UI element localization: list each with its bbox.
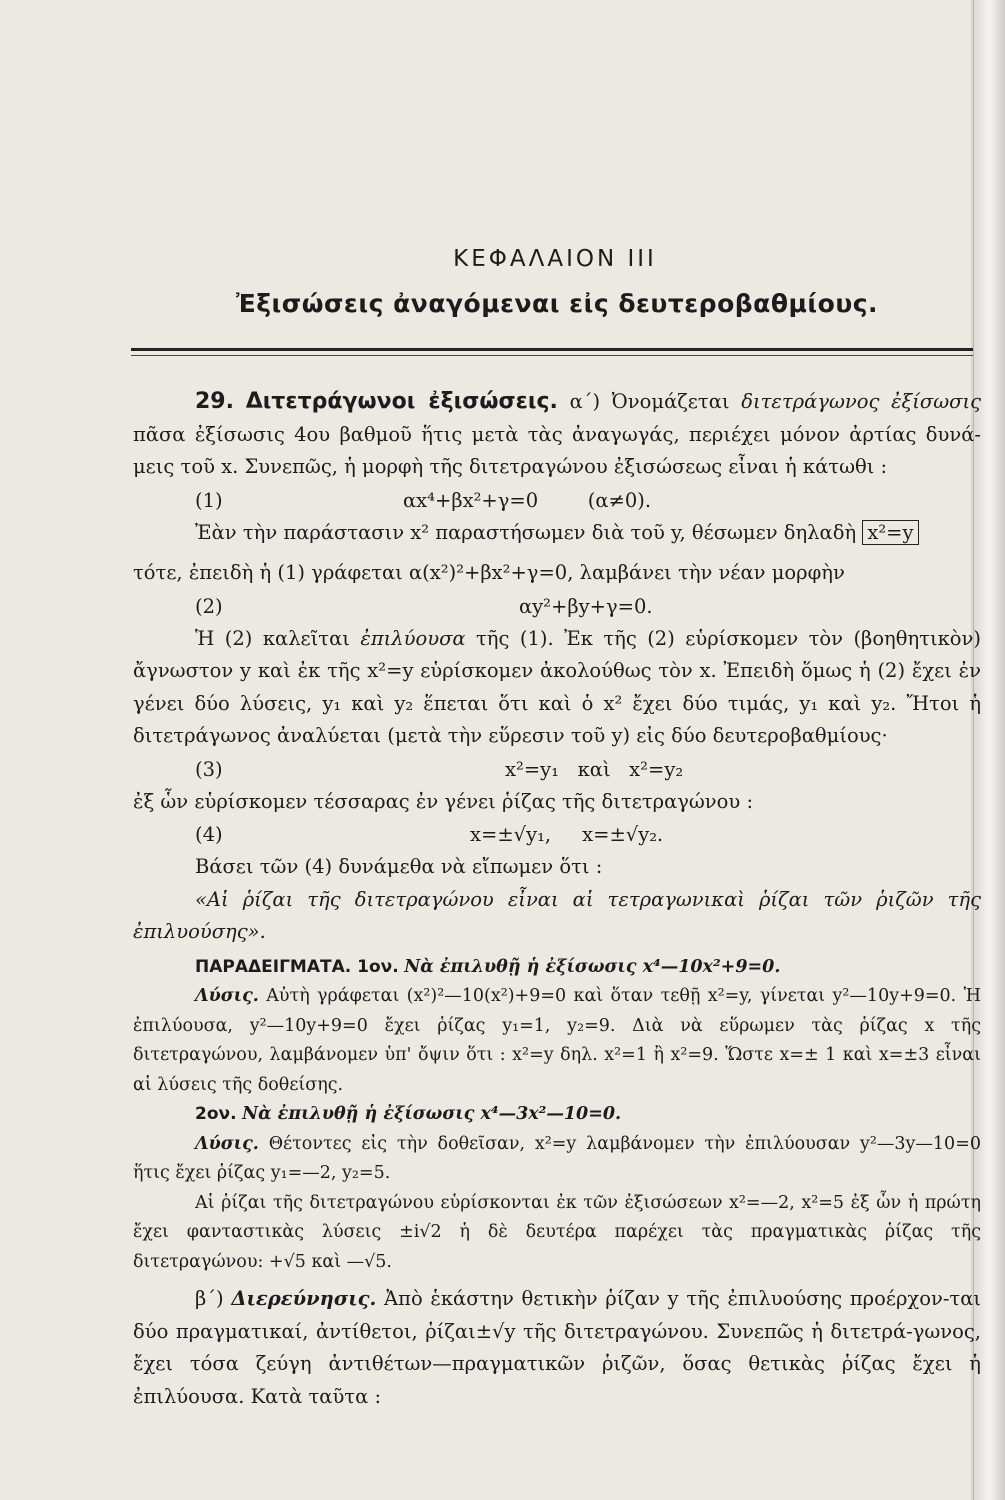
chapter-heading: ΚΕΦΑΛΑΙΟΝ III bbox=[453, 246, 657, 272]
equation-3 bbox=[133, 753, 981, 786]
paragraph-four-roots: ἐξ ὧν εὑρίσκομεν τέσσαρας ἐν γένει ῥίζας τῆς διτετραγώνου : bbox=[133, 789, 754, 813]
section-29-intro bbox=[133, 386, 981, 484]
equation-1 bbox=[133, 484, 981, 517]
example-2-task: Νὰ ἐπιλυθῇ ἡ ἐξίσωσις x⁴—3x²—10=0. bbox=[242, 1104, 622, 1124]
equation-number: (1) bbox=[195, 488, 223, 512]
equation-number: (2) bbox=[195, 594, 223, 618]
equation-2 bbox=[133, 590, 981, 623]
example-2-solution bbox=[133, 1130, 981, 1189]
equation-4 bbox=[133, 818, 981, 851]
equation-formula: x=±√y₁, x=±√y₂. bbox=[470, 823, 664, 846]
paragraph-substitution bbox=[133, 517, 981, 550]
boxed-substitution: x²=y bbox=[862, 520, 918, 545]
section-term: διτετράγωνος ἐξίσωσις bbox=[741, 390, 982, 413]
rule-quote: «Αἱ ῥίζαι τῆς διτετραγώνου εἶναι αἱ τετραγωνικαὶ ῥίζαι τῶν ῥιζῶν τῆς ἐπιλυούσης». bbox=[133, 887, 981, 943]
example-1-heading bbox=[133, 953, 981, 983]
examples-label: ΠΑΡΑΔΕΙΓΜΑΤΑ. 1ον. bbox=[195, 956, 399, 977]
solution-label: Λύσις. bbox=[195, 986, 259, 1006]
part-b-term: Διερεύνησις. bbox=[231, 1287, 377, 1310]
solution-text: Θέτοντες εἰς τὴν δοθεῖσαν, x²=y λαμβάνομεν τὴν ἐπιλύουσαν y²—3y—10=0 ἥτις ἔχει ῥίζας y₁=—2, y₂=5. bbox=[133, 1133, 981, 1183]
paragraph-therefore: Βάσει τῶν (4) δυνάμεθα νὰ εἴπωμεν ὅτι : bbox=[195, 855, 603, 878]
example-2-number: 2ον. bbox=[195, 1104, 237, 1124]
paragraph-text: Ἡ (2) καλεῖται bbox=[195, 626, 350, 650]
section-heading: Διτετράγωνοι ἐξισώσεις. bbox=[245, 389, 558, 414]
equation-number: (3) bbox=[195, 757, 223, 781]
section-text-b: πᾶσα ἐξίσωσις 4ου βαθμοῦ ἥτις μετὰ τὰς ἀναγωγάς, περιέχει μόνον ἀρτίας δυνά-μεις τοῦ x. Συνεπῶς, ἡ μορφὴ τῆς διτετραγώνου ἐξισώσεως εἶναι ἡ κάτωθι : bbox=[133, 422, 981, 478]
term-resolvent: ἐπιλύουσα bbox=[360, 626, 466, 650]
example-1-solution bbox=[133, 982, 981, 1100]
paragraph-resolvent bbox=[133, 623, 981, 753]
example-2-roots: Αἱ ῥίζαι τῆς διτετραγώνου εὑρίσκονται ἐκ τῶν ἐξισώσεων x²=—2, x²=5 ἐξ ὧν ἡ πρώτη ἔχει φανταστικὰς λύσεις ±i√2 ἡ δὲ δευτέρα παρέχει τὰς πραγματικὰς ῥίζας τῆς διτετραγώνου: +√5 καὶ —√5. bbox=[133, 1192, 981, 1272]
equation-formula: αx⁴+βx²+γ=0 (α≠0). bbox=[403, 488, 652, 512]
paragraph-new-form: τότε, ἐπειδὴ ἡ (1) γράφεται α(x²)²+βx²+γ=0, λαμβάνει τὴν νέαν μορφὴν bbox=[133, 561, 845, 584]
equation-number: (4) bbox=[195, 823, 223, 846]
section-number: 29. bbox=[195, 389, 234, 414]
part-b-label: β΄) bbox=[195, 1287, 224, 1310]
document-page bbox=[133, 246, 981, 1413]
equation-formula: αy²+βy+γ=0. bbox=[519, 594, 653, 618]
solution-label: Λύσις. bbox=[195, 1133, 259, 1154]
section-text-a: α΄) Ὀνομάζεται bbox=[569, 390, 730, 413]
example-1-task: Νὰ ἐπιλυθῇ ἡ ἐξίσωσις x⁴—10x²+9=0. bbox=[404, 956, 781, 977]
example-2-heading bbox=[133, 1100, 981, 1130]
title-rule bbox=[131, 348, 973, 356]
part-b-text: Ἀπὸ ἑκάστην θετικὴν ῥίζαν y τῆς ἐπιλυούσης προέρχον-ται δύο πραγματικαί, ἀντίθετοι, ῥίζαι±√y τῆς διτετραγώνου. Συνεπῶς ἡ διτετρά-γωνος, ἔχει τόσα ζεύγη ἀντιθέτων—πραγματικῶν ῥιζῶν, ὅσας θετικὰς ῥίζας ἔχει ἡ ἐπιλύουσα. Κατὰ ταῦτα : bbox=[133, 1287, 982, 1408]
chapter-title: Ἐξισώσεις ἀναγόμεναι εἰς δευτεροβαθμίους. bbox=[235, 289, 879, 318]
paragraph-text: Ἐὰν τὴν παράστασιν x² παραστήσωμεν διὰ τοῦ y, θέσωμεν δηλαδὴ bbox=[195, 520, 857, 544]
equation-formula: x²=y₁ καὶ x²=y₂ bbox=[505, 757, 684, 781]
part-b-paragraph bbox=[133, 1283, 981, 1413]
solution-text: Αὐτὴ γράφεται (x²)²—10(x²)+9=0 καὶ ὅταν τεθῇ x²=y, γίνεται y²—10y+9=0. Ἡ ἐπιλύουσα, y²—10y+9=0 ἔχει ῥίζας y₁=1, y₂=9. Διὰ νὰ εὕρωμεν τὰς ῥίζας x τῆς διτετραγώνου, λαμβάνομεν ὑπ' ὄψιν ὅτι : x²=y δηλ. x²=1 ἢ x²=9. Ὥστε x=± 1 καὶ x=±3 εἶναι αἱ λύσεις τῆς δοθείσης. bbox=[133, 986, 981, 1095]
paragraph-text: τῆς (1). Ἐκ τῆς (2) εὑρίσκομεν τὸν (βοηθητικὸν) ἄγνωστον y καὶ ἐκ τῆς x²=y εὑρίσκομεν ἀκολούθως τὸν x. Ἐπειδὴ ὅμως ἡ (2) ἔχει ἐν γένει δύο λύσεις, y₁ καὶ y₂ ἕπεται ὅτι καὶ ὁ x² ἔχει δύο τιμάς, y₁ καὶ y₂. Ἤτοι ἡ διτετράγωνος ἀναλύεται (μετὰ τὴν εὕρεσιν τοῦ y) εἰς δύο δευτεροβαθμίους· bbox=[133, 626, 981, 747]
